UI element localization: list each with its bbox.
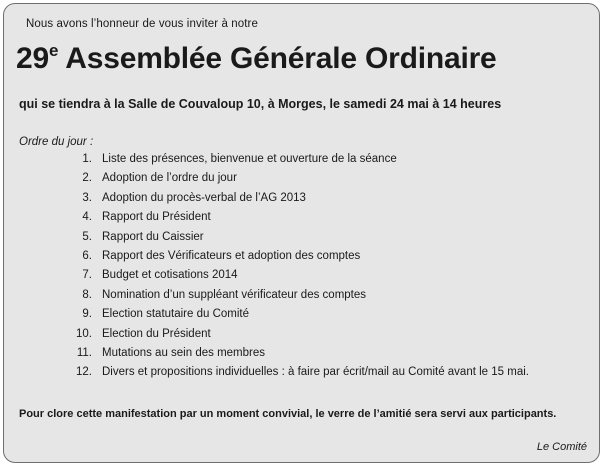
meeting-location-date: qui se tiendra à la Salle de Couvaloup 10, à Morges, le samedi 24 mai à 14 heures xyxy=(19,97,502,111)
agenda-list xyxy=(4,153,601,386)
agenda-item xyxy=(4,366,601,385)
agenda-item-text: Rapport du Président xyxy=(102,211,211,224)
agenda-item-number: 6. xyxy=(82,249,92,262)
title-text: Assemblée Générale Ordinaire xyxy=(58,42,497,75)
agenda-item-number: 9. xyxy=(82,308,92,321)
agenda-item xyxy=(4,172,601,191)
agenda-item xyxy=(4,250,601,269)
agenda-item-number: 5. xyxy=(82,230,92,243)
agenda-item-text: Rapport du Caissier xyxy=(102,230,204,243)
invitation-intro: Nous avons l’honneur de vous inviter à notre xyxy=(26,18,258,30)
agenda-item-number: 3. xyxy=(82,191,92,204)
agenda-item-text: Budget et cotisations 2014 xyxy=(102,269,238,282)
agenda-item-number: 12. xyxy=(76,366,92,379)
agenda-item-text: Election du Président xyxy=(102,327,211,340)
meeting-title xyxy=(16,42,497,76)
title-number: 29 xyxy=(16,42,49,75)
closing-statement: Pour clore cette manifestation par un moment convivial, le verre de l’amitié sera servi aux participants. xyxy=(19,408,557,420)
agenda-item xyxy=(4,192,601,211)
agenda-item xyxy=(4,231,601,250)
agenda-item-text: Divers et propositions individuelles : à faire par écrit/mail au Comité avant le 15 mai. xyxy=(102,366,529,379)
agenda-item xyxy=(4,269,601,288)
agenda-item-text: Election statutaire du Comité xyxy=(102,308,250,321)
agenda-item xyxy=(4,211,601,230)
agenda-item-number: 4. xyxy=(82,211,92,224)
agenda-item xyxy=(4,289,601,308)
agenda-item-number: 1. xyxy=(82,153,92,165)
agenda-item-text: Liste des présences, bienvenue et ouverture de la séance xyxy=(102,153,397,165)
agenda-item-text: Adoption du procès-verbal de l’AG 2013 xyxy=(102,191,306,204)
agenda-item-text: Adoption de l’ordre du jour xyxy=(102,172,237,185)
agenda-item xyxy=(4,308,601,327)
invitation-card xyxy=(3,3,600,463)
agenda-item-number: 2. xyxy=(82,172,92,185)
agenda-item-text: Nomination d’un suppléant vérificateur des comptes xyxy=(102,288,367,301)
title-superscript: e xyxy=(48,41,59,60)
agenda-item-number: 10. xyxy=(76,327,92,340)
agenda-item xyxy=(4,153,601,172)
agenda-item-text: Rapport des Vérificateurs et adoption des comptes xyxy=(102,249,361,262)
agenda-item xyxy=(4,328,601,347)
agenda-item-number: 8. xyxy=(82,288,92,301)
committee-signature: Le Comité xyxy=(536,441,587,453)
agenda-item xyxy=(4,347,601,366)
agenda-item-text: Mutations au sein des membres xyxy=(102,346,265,359)
agenda-heading: Ordre du jour : xyxy=(19,136,94,148)
agenda-item-number: 7. xyxy=(82,269,92,282)
agenda-item-number: 11. xyxy=(76,346,92,359)
